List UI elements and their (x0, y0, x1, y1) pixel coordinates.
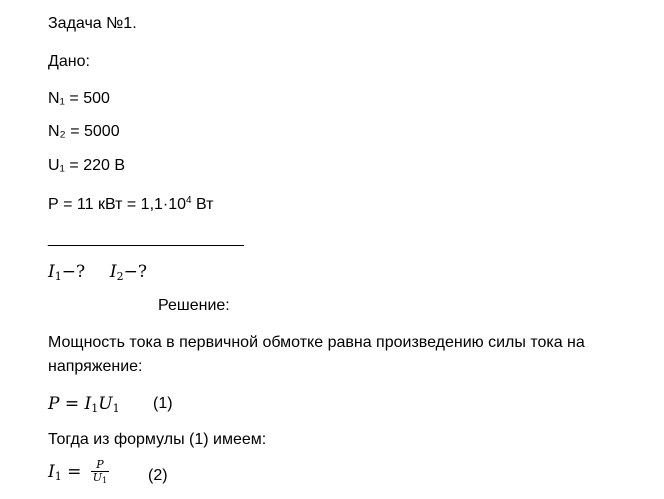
given-label: Дано: (48, 53, 90, 70)
fraction: $\frac{P}{U_1}$ (92, 457, 108, 485)
given-separator: ______________________ (48, 230, 244, 247)
paragraph-1-line-1: Мощность тока в первичной обмотке равна произведению силы тока на (48, 334, 585, 351)
paragraph-1-line-2: напряжение: (48, 358, 143, 375)
given-power-main: Р = 11 кВт = 1,1·10 (48, 196, 187, 213)
paragraph-2: Тогда из формулы (1) имеем: (48, 431, 267, 448)
equation-1: $P = I_1U_1$ (48, 394, 120, 415)
find-i1: $I_1-$? (48, 262, 86, 283)
given-power (48, 191, 214, 215)
given-u1: U₁ = 220 В (48, 157, 125, 174)
given-power-exponent: 4 (186, 195, 192, 206)
find-line (48, 262, 147, 287)
task-title: Задача №1. (48, 15, 137, 32)
solution-label: Решение: (158, 297, 230, 314)
equation-1-number: (1) (153, 395, 173, 412)
equation-2-number: (2) (148, 467, 168, 484)
given-n2: N₂ = 5000 (48, 123, 120, 140)
equation-2: $I_1$ = $\frac{P}{U_1}$ (48, 457, 108, 485)
given-n1: N₁ = 500 (48, 90, 110, 107)
given-power-unit: Вт (191, 196, 214, 213)
find-i2: $I_2-$? (109, 262, 147, 283)
